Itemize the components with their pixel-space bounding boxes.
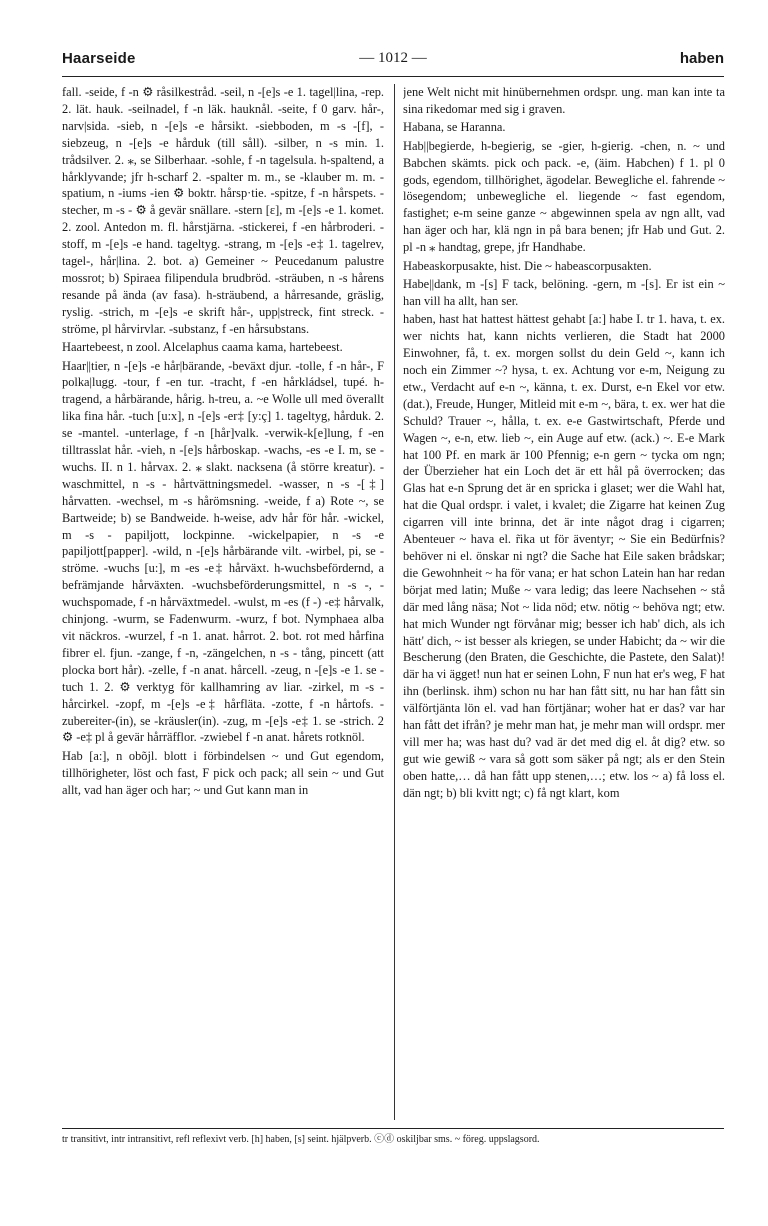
entry-paragraph: haben, hast hat hattest hättest gehabt [a:] habe I. tr 1. hava, t. ex. wer nichts hat, kann nichts verlieren, die Stadt hat 2000 Einwohner, få, t. ex. morgen sollst du dein Geld ~, kann ich noch ein Zimmer ~? hysa, t. ex. Achtung vor e-m, Neigung zu etw., Verdacht auf e-n ~, känna, t. ex. Durst, e-n Ekel vor etw. (dat.), Freude, Hunger, Mitleid mit e-m ~, bära, t. ex. wer hat die Schuld? Trauer ~, hålla, t. ex. e-e Gastwirtschaft, Pferde und Wagen ~, e-n, etw. lieb ~, ein Auge auf etw. (ack.) ~. E-e Mark hat 100 Pf. en mark är 100 Pfennig; e-n gern ~ tycka om ngn; der Überzieher hat ein Loch det är ett hål på överrocken; das Glas hat e-n Sprung det är en spricka i glaset; wer die Wahl hat, hat die Qual ordspr. i valet, i kvalet; die Zigarre hat keinen Zug cigarren vill inte brinna, det är inte något drag i cigarren; Abenteuer ~ hava el. r̃ika ut för äventyr; ~ Sie ein Bedürfnis? behöver ni el. önskar ni ngt? die Sache hat Eile saken brådskar; die Gewohnheit ~ ha för vana; er hat schon Latein han har redan börjat med latin; Muße ~ vara ledig; das leere Nachsehen ~ stå där med lång näsa; Not ~ lida nöd; etw. nötig ~ behöva ngt; etw. hat mich Wunder ngt förvånar mig; besser ich hab' dich, als ich hätt' dich, ~ ist besser als kriegen, se under Habicht; da ~ wir die Bescherung (den Braten, die Geschichte, die Pastete, den Salat)! där ha vi ägget! nun hat er seinen Lohn, F nun hat er's weg, F hat ihn (berlinsk. ihm) schon nu har han fått sitt, nu har han fått sin välförtjänta lön el. vad han förtjänar; woher hat er das? var har han fått det ifrån? je mehr man hat, je mehr man will ordspr. mer vill mer ha; was hast du? vad är det med dig el. åt dig? etw. so gut wie gewiß ~ vara så gott som säker på ngt; als er den Stein oben hatte,… då han fått upp stenen,…; etw. los ~ a) få loss el. dän ngt; b) bli kvitt ngt; c) få ngt klart, kom	[403, 312, 725, 800]
abbreviation-legend: tr transitivt, intr intransitivt, refl reflexivt verb. [h] haben, [s] seint. hjälpverb. ⓒⓓ oskiljbar sms. ~ föreg. uppslagsord.	[62, 1134, 540, 1145]
right-column	[403, 84, 725, 1124]
left-column	[62, 84, 384, 1124]
page-number: — 1012 —	[359, 50, 427, 66]
right-running-headword: haben	[679, 50, 724, 67]
entry-paragraph: Haar||tier, n -[e]s -e hår|bärande, -beväxt djur. -tolle, f -n hår-, F polka|lugg. -tour, f -en tur. -tracht, f -en hårkládsel, tupé. h-tragend, a hårbärande, hårig. h-treu, a. ~e Wolle ull med överallt lika fina hår. -tuch [u:x], n -[e]s -er‡ [y:ç] 1. tageltyg, hårduk. 2. se -mantel. -unterlage, f -n [hår]valk. -verwik-k[e]lung, f -en tilltrasslat hår. -vieh, n -[e]s hårboskap. -wachs, -es -e I. m, se -wuchs. II. n 1. hårvax. 2. ⁎ slakt. nacksena (å större kreatur). -waschmittel, n -s - hårtvättningsmedel. -wasser, n -s -[‡] hårvatten. -wechsel, m -s hårömsning. -weide, f a) Rote ~, se Bartweide; b) se Bandweide. h-weise, adv hår för hår. -wickel, m -s - papiljott, lockpinne. -wickelpapier, n -s -e papiljott[papper]. -wild, n -[e]s hårbärande vilt. -wirbel, pi, se -ströme. -wuchs [u:], m -es -e‡ hårväxt. h-wuchsbefördernd, a befrämjande hårväxten. -wuchsbeförderungsmittel, n -s -, -wuchspomade, f -n hårväxtmedel. -wulst, m -es (f -) -e‡ hårvalk, chinjong. -wurm, se Fadenwurm. -wurz, f bot. Nymphaea alba vit näckros. -wurzel, f -n 1. anat. hårrot. 2. bot. rot med hårfina fibrer el. fjun. -zange, f -n, -zängelchen, n -s - tång, pincett (att plocka bort hår). -zelle, f -n anat. hårcell. -zeug, n -[e]s -e 1. se -tuch 1. 2. ⚙ verktyg för kallhamring av liar. -zirkel, m -s - hårcirkel. -zopf, m -[e]s -e‡ hårfläta. -zotte, f -n hårtofs. -zubereiter-(in), se -kräusler(in). -zug, m -[e]s -e‡ 1. se -strich. 2 ⚙ -e‡ pl å gevär hårräfflor. -zwiebel f -n anat. hårets rotknöl.	[62, 358, 384, 745]
left-running-headword: Haarseide	[62, 50, 136, 67]
entry-paragraph: Hab||begierde, h-begierig, se -gier, h-gierig. -chen, n. ~ und Babchen skämts. pick och pack. -e, (äim. Habchen) f 1. pl 0 gods, egendom, tillhörighet, ägodelar. Bewegliche el. fahrende ~ lösegendom; unbewegliche el. liegende ~ fast egendom, fastighet; e-m seine ganze ~ abgewinnen spela av ngn allt, vad han äger och har, klä ngn in på bara benen; jfr Hab und Gut. 2. pl -n ⁎ handtag, grepe, jfr Handhabe.	[403, 138, 725, 255]
entry-paragraph: Hab [a:], n obõjl. blott i förbindelsen ~ und Gut egendom, tillhörigheter, löst och fast, F pick och pack; all sein ~ und Gut allt, vad han äger och har; ~ und Gut kann man in	[62, 748, 384, 797]
entry-paragraph: fall. -seide, f -n ⚙ råsilkestråd. -seil, n -[e]s -e 1. tagel|lina, -rep. 2. lät. hauk. -seilnadel, f -n läk. hauknål. -seite, f 0 garv. hår-, narv|sida. -sieb, n -[e]s -e hårsikt. -siebboden, m -s -[f], -siebzeug, n -[e]s -e hårduk (till såll). -silber, n -s min. 1. trådsilver. 2. ⁎, se Silberhaar. -sohle, f -n tagelsula. h-spaltend, a hårklyvande; jfr h-scharf 2. -spalter m. m., se -klauber m. m. -spatium, n -iums -ien ⚙ boktr. hårsp·tie. -spitze, f -n hårspets. -stecher, m -s - ⚙ å gevär snällare. -stern [ε], m -[e]s -e 1. komet. 2. zool. Antedon m. fl. hårstjärna. -stickerei, f -en hårbroderi. -stoff, m -[e]s -e hand. tageltyg. -strang, m -[e]s -e‡ 1. tagelrev, tagel-, hår|lina. 2. bot. a) Gemeiner ~ Peucedanum palustre mossrot; b) Spiraea filipendula brudbröd. -sträuben, n -s hårens resande på ända (av fasa). h-sträubend, a hårresande, gräslig, ryslig. -strich, m -[e]s -e skrift hår-, upp|streck, fint streck. -ströme, pl hårvirvlar. -substanz, f -en hårsubstans.	[62, 85, 384, 336]
header-rule	[62, 76, 724, 77]
entry-paragraph: Habe||dank, m -[s] F tack, belöning. -gern, m -[s]. Er ist ein ~ han vill ha allt, han ser.	[403, 276, 725, 308]
column-divider	[394, 84, 395, 1120]
page-header	[62, 44, 724, 76]
entry-paragraph: jene Welt nicht mit hinübernehmen ordspr. ung. man kan inte ta sina rikedomar med sig i graven.	[403, 85, 725, 116]
entry-paragraph: Habana, se Haranna.	[403, 120, 506, 135]
entry-paragraph: Haartebeest, n zool. Alcelaphus caama kama, hartebeest.	[62, 340, 343, 355]
footer-rule	[62, 1128, 724, 1129]
entry-paragraph: Habeaskorpusakte, hist. Die ~ habeascorpusakten.	[403, 258, 652, 273]
